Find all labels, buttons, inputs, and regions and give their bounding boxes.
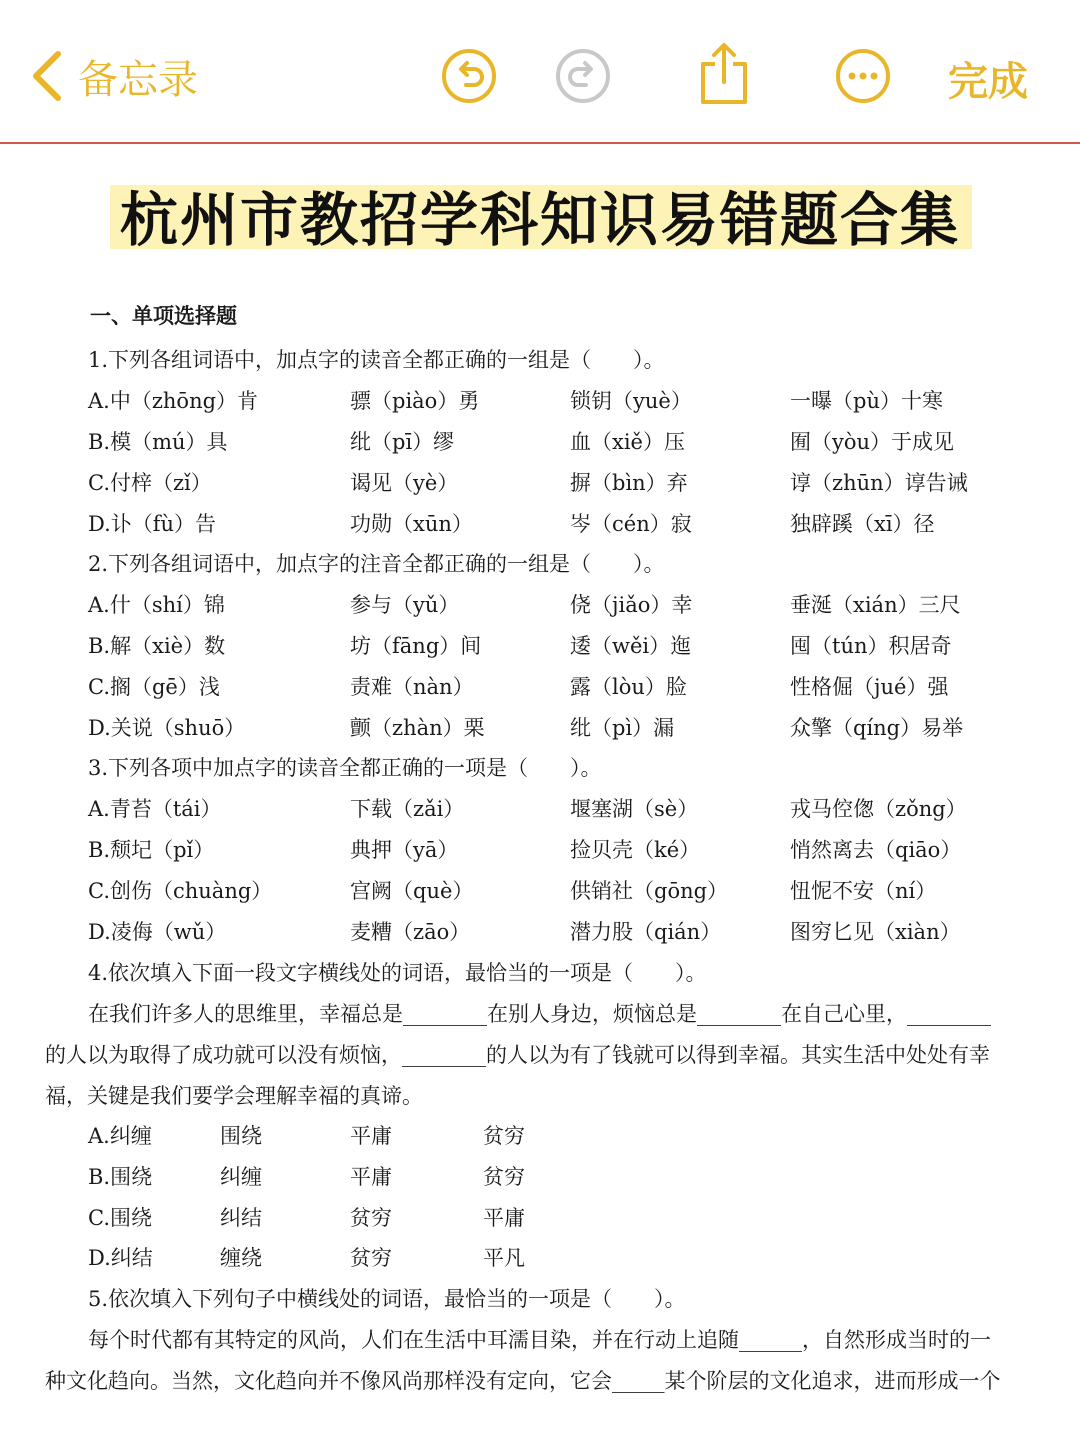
question-2-option-a [0,589,1080,619]
option-cell: 平凡 [483,1246,525,1270]
option-cell: 囿（yòu）于成见 [790,430,955,454]
option-cell: 谒见（yè） [350,471,459,495]
option-cell: 纰（pì）漏 [570,716,675,740]
question-4-option-b [0,1161,1080,1191]
option-cell: 贫穷 [483,1165,525,1189]
option-cell: 摒（bìn）弃 [570,471,688,495]
question-5-stem: 5.依次填入下列句子中横线处的词语，最恰当的一项是（ ）。 [88,1287,686,1311]
question-3-option-a [0,793,1080,823]
question-3-option-c [0,875,1080,905]
option-cell: B.围绕 [88,1165,153,1189]
question-1-option-c [0,467,1080,497]
option-cell: 独辟蹊（xī）径 [790,512,935,536]
option-cell: A.什（shí）锦 [88,593,225,617]
option-cell: 贫穷 [350,1206,392,1230]
question-2-option-b [0,630,1080,660]
option-cell: 功勋（xūn） [350,512,473,536]
done-button[interactable]: 完成 [948,59,1028,105]
option-cell: A.纠缠 [88,1124,152,1148]
option-cell: 戎马倥偬（zǒng） [790,797,967,821]
option-cell: 参与（yǔ） [350,593,460,617]
back-button[interactable] [30,48,198,104]
page-title: 杭州市教招学科知识易错题合集 [119,186,960,254]
option-cell: 露（lòu）脸 [570,675,687,699]
option-cell: D.凌侮（wǔ） [88,920,227,944]
option-cell: 性格倔（jué）强 [790,675,949,699]
undo-button[interactable] [440,47,498,105]
option-cell: 骠（piào）勇 [350,389,480,413]
option-cell: 垂涎（xián）三尺 [790,593,961,617]
question-4-passage-line: 在我们许多人的思维里，幸福总是________在别人身边，烦恼总是________在自己心里，________ [88,1002,991,1026]
more-button[interactable] [834,47,892,105]
option-cell: 平庸 [350,1124,392,1148]
option-cell: 图穷匕见（xiàn） [790,920,961,944]
option-cell: 纰（pī）缪 [350,430,455,454]
option-cell: 宫阙（què） [350,879,474,903]
option-cell: 纠缠 [220,1165,262,1189]
option-cell: 坊（fāng）间 [350,634,482,658]
option-cell: B.颓圮（pǐ） [88,838,215,862]
option-cell: D.讣（fù）告 [88,512,217,536]
option-cell: 堰塞湖（sè） [570,797,699,821]
option-cell: 逶（wěi）迤 [570,634,692,658]
question-3-stem: 3.下列各项中加点字的读音全都正确的一项是（ ）。 [88,756,602,780]
option-cell: A.中（zhōng）肯 [88,389,259,413]
option-cell: D.纠结 [88,1246,153,1270]
option-cell: 囤（tún）积居奇 [790,634,952,658]
question-4-option-c [0,1202,1080,1232]
more-icon [834,47,892,105]
option-cell: 颤（zhàn）栗 [350,716,485,740]
option-cell: 平庸 [483,1206,525,1230]
option-cell: 供销社（gōng） [570,879,729,903]
option-cell: 贫穷 [350,1246,392,1270]
question-4-passage-line: 福，关键是我们要学会理解幸福的真谛。 [45,1084,423,1108]
back-label: 备忘录 [78,56,198,103]
option-cell: 一曝（pù）十寒 [790,389,943,413]
share-button[interactable] [695,42,753,106]
option-cell: 麦糟（zāo） [350,920,471,944]
question-1-option-b [0,426,1080,456]
option-cell: 谆（zhūn）谆告诫 [790,471,968,495]
question-5-passage-line: 每个时代都有其特定的风尚，人们在生活中耳濡目染，并在行动上追随______，自然形成当时的一 [88,1328,991,1352]
option-cell: C.搁（gē）浅 [88,675,220,699]
option-cell: 侥（jiǎo）幸 [570,593,693,617]
option-cell: 众擎（qíng）易举 [790,716,964,740]
option-cell: 下载（zǎi） [350,797,465,821]
option-cell: B.解（xiè）数 [88,634,226,658]
option-cell: 贫穷 [483,1124,525,1148]
option-cell: 责难（nàn） [350,675,474,699]
option-cell: 悄然离去（qiāo） [790,838,962,862]
question-1-stem: 1.下列各组词语中，加点字的读音全都正确的一组是（ ）。 [88,348,665,372]
option-cell: 捡贝壳（ké） [570,838,701,862]
option-cell: 典押（yā） [350,838,459,862]
option-cell: A.青苔（tái） [88,797,222,821]
chevron-left-icon [30,50,64,102]
option-cell: 纠结 [220,1206,262,1230]
nav-bar [0,0,1080,144]
option-cell: 锁钥（yuè） [570,389,692,413]
redo-icon [554,47,612,105]
option-cell: C.围绕 [88,1206,152,1230]
option-cell: C.付梓（zǐ） [88,471,212,495]
question-2-option-c [0,671,1080,701]
option-cell: 平庸 [350,1165,392,1189]
question-2-stem: 2.下列各组词语中，加点字的注音全都正确的一组是（ ）。 [88,552,665,576]
option-cell: 潜力股（qián） [570,920,722,944]
question-1-option-a [0,385,1080,415]
option-cell: 血（xiě）压 [570,430,685,454]
section-heading: 一、单项选择题 [90,304,237,328]
option-cell: B.模（mú）具 [88,430,228,454]
redo-button[interactable] [554,47,612,105]
option-cell: D.关说（shuō） [88,716,246,740]
undo-icon [440,47,498,105]
question-3-option-d [0,916,1080,946]
question-3-option-b [0,834,1080,864]
option-cell: C.创伤（chuàng） [88,879,273,903]
option-cell: 忸怩不安（ní） [790,879,937,903]
question-2-option-d [0,712,1080,742]
question-4-option-d [0,1242,1080,1272]
question-4-option-a [0,1120,1080,1150]
question-1-option-d [0,508,1080,538]
option-cell: 围绕 [220,1124,262,1148]
question-5-passage-line: 种文化趋向。当然，文化趋向并不像风尚那样没有定向，它会_____某个阶层的文化追求，进而形成一个 [45,1369,1001,1393]
question-4-stem: 4.依次填入下面一段文字横线处的词语，最恰当的一项是（ ）。 [88,961,707,985]
option-cell: 缠绕 [220,1246,262,1270]
question-4-passage-line: 的人以为取得了成功就可以没有烦恼，________的人以为有了钱就可以得到幸福。其实生活中处处有幸 [45,1043,990,1067]
option-cell: 岑（cén）寂 [570,512,692,536]
share-icon [695,42,753,106]
